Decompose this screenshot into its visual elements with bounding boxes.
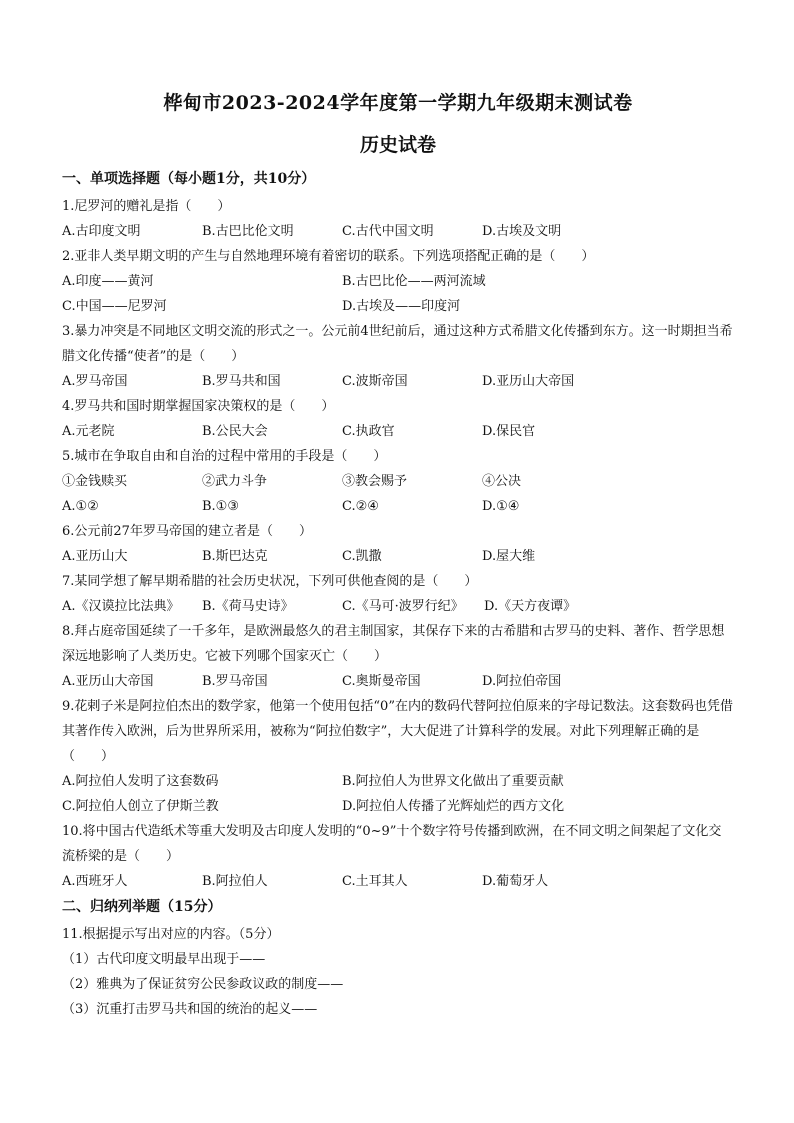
question-2-options [62, 269, 734, 319]
option-d: D.阿拉伯帝国 [482, 674, 562, 689]
question-3-options [62, 369, 734, 394]
option-a: A.①② [62, 499, 99, 514]
option-d: D.保民官 [482, 424, 536, 439]
option-a: A.古印度文明 [62, 224, 141, 239]
question-7-options [62, 594, 734, 619]
option-a: A.亚历山大帝国 [62, 674, 154, 689]
option-a: A.西班牙人 [62, 874, 128, 889]
option-a: A.《汉谟拉比法典》 [62, 599, 180, 614]
option-a: A.印度——黄河 [62, 274, 154, 289]
question-5-stem: 5.城市在争取自由和自治的过程中常用的手段是（ ） [62, 449, 387, 464]
option-a: A.罗马帝国 [62, 374, 128, 389]
option-c: C.凯撒 [342, 549, 382, 564]
option-a: A.阿拉伯人发明了这套数码 [62, 774, 219, 789]
question-9-options [62, 769, 734, 819]
question-1-stem: 1.尼罗河的赠礼是指（ ） [62, 199, 231, 214]
question-4-stem: 4.罗马共和国时期掌握国家决策权的是（ ） [62, 399, 335, 414]
question-11-item: （3）沉重打击罗马共和国的统治的起义—— [62, 1002, 318, 1017]
question-6-stem: 6.公元前27年罗马帝国的建立者是（ ） [62, 524, 312, 539]
question-11-stem: 11.根据提示写出对应的内容。（5分） [62, 927, 280, 942]
question-6-options [62, 544, 734, 569]
option-c: C.执政官 [342, 424, 395, 439]
option-a: A.亚历山大 [62, 549, 128, 564]
question-5-items [62, 469, 734, 494]
exam-subtitle: 历史试卷 [359, 134, 436, 156]
option-b: B.公民大会 [202, 424, 268, 439]
option-d: D.古埃及文明 [482, 224, 562, 239]
option-d: D.阿拉伯人传播了光辉灿烂的西方文化 [342, 799, 565, 814]
option-b: B.《荷马史诗》 [202, 599, 294, 614]
question-10-stem: 10.将中国古代造纸术等重大发明及古印度人发明的“0~9”十个数字符号传播到欧洲，在不同文明之间架起了文化交流桥梁的是（ ） [62, 824, 722, 864]
option-d: D.《天方夜谭》 [484, 599, 577, 614]
option-b: B.①③ [202, 499, 239, 514]
statement-item: ④公决 [482, 474, 522, 489]
option-b: B.罗马帝国 [202, 674, 268, 689]
option-b: B.阿拉伯人为世界文化做出了重要贡献 [342, 774, 564, 789]
question-2-stem: 2.亚非人类早期文明的产生与自然地理环境有着密切的联系。下列选项搭配正确的是（ ） [62, 249, 595, 264]
section-1-title: 一、单项选择题（每小题1分，共10分） [62, 171, 316, 187]
question-11-item: （1）古代印度文明最早出现于—— [62, 952, 266, 967]
option-c: C.中国——尼罗河 [62, 299, 167, 314]
option-c: C.阿拉伯人创立了伊斯兰教 [62, 799, 219, 814]
exam-page [62, 88, 734, 1022]
option-b: B.罗马共和国 [202, 374, 281, 389]
option-c: C.土耳其人 [342, 874, 408, 889]
option-d: D.屋大维 [482, 549, 536, 564]
option-b: B.阿拉伯人 [202, 874, 268, 889]
question-11-item: （2）雅典为了保证贫穷公民参政议政的制度—— [62, 977, 344, 992]
question-4-options [62, 419, 734, 444]
question-8-options [62, 669, 734, 694]
statement-item: ③教会赐予 [342, 474, 408, 489]
question-8-stem: 8.拜占庭帝国延续了一千多年，是欧洲最悠久的君主制国家，其保存下来的古希腊和古罗马的史料、著作、哲学思想深远地影响了人类历史。它被下列哪个国家灭亡（ ） [62, 624, 725, 664]
question-5-options [62, 494, 734, 519]
option-d: D.亚历山大帝国 [482, 374, 575, 389]
option-d: D.古埃及——印度河 [342, 299, 461, 314]
option-c: C.②④ [342, 499, 379, 514]
option-c: C.《马可·波罗行纪》 [342, 599, 464, 614]
option-b: B.斯巴达克 [202, 549, 268, 564]
option-b: B.古巴比伦——两河流域 [342, 274, 486, 289]
section-2-title: 二、归纳列举题（15分） [62, 899, 222, 915]
option-b: B.古巴比伦文明 [202, 224, 294, 239]
option-d: D.①④ [482, 499, 520, 514]
question-9-stem: 9.花剌子米是阿拉伯杰出的数学家，他第一个使用包括“0”在内的数码代替阿拉伯原来的字母记数法。这套数码也凭借其著作传入欧洲，后为世界所采用，被称为“阿拉伯数字”，大大促进了计算科学的发展。对此下列理解正确的是（ ） [62, 699, 733, 764]
question-10-options [62, 869, 734, 894]
option-c: C.波斯帝国 [342, 374, 408, 389]
statement-item: ②武力斗争 [202, 474, 268, 489]
option-c: C.古代中国文明 [342, 224, 434, 239]
question-7-stem: 7.某同学想了解早期希腊的社会历史状况，下列可供他查阅的是（ ） [62, 574, 478, 589]
option-d: D.葡萄牙人 [482, 874, 549, 889]
option-c: C.奥斯曼帝国 [342, 674, 421, 689]
statement-item: ①金钱赎买 [62, 474, 128, 489]
question-1-options [62, 219, 734, 244]
question-3-stem: 3.暴力冲突是不同地区文明交流的形式之一。公元前4世纪前后，通过这种方式希腊文化传播到东方。这一时期担当希腊文化传播“使者”的是（ ） [62, 324, 733, 364]
exam-title: 桦甸市2023-2024学年度第一学期九年级期末测试卷 [163, 92, 633, 114]
option-a: A.元老院 [62, 424, 115, 439]
